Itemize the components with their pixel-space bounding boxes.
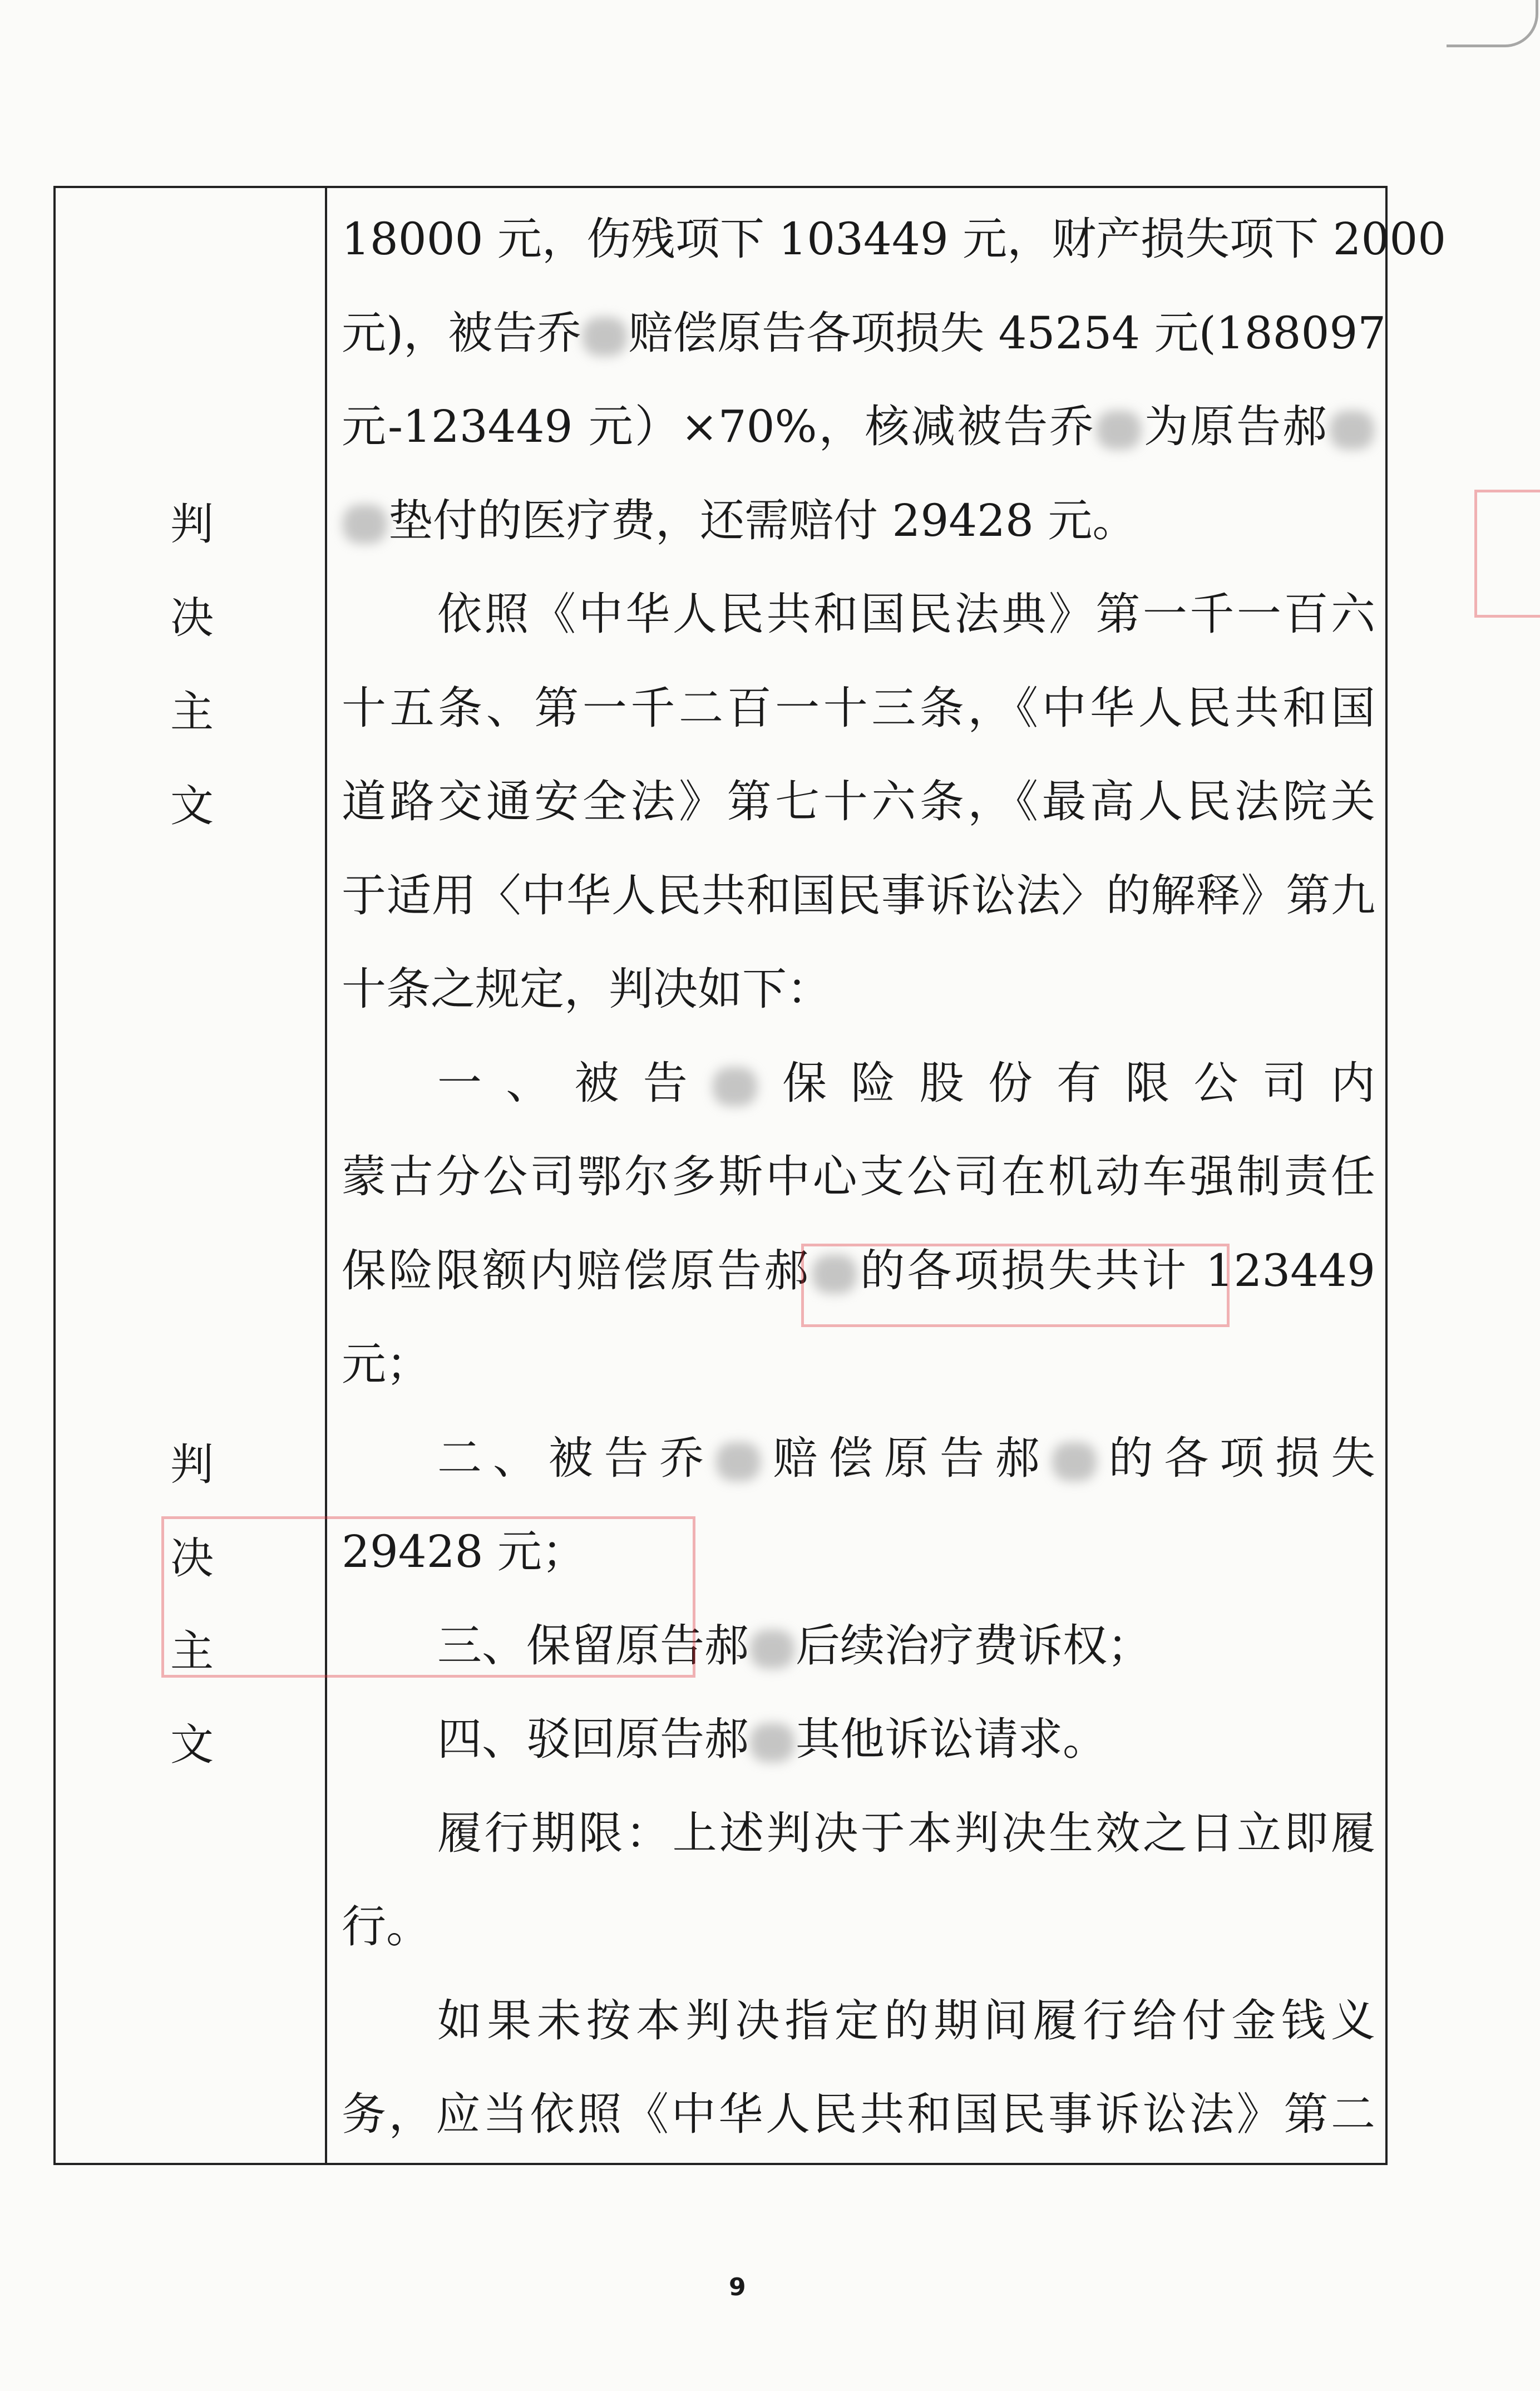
text-line — [342, 300, 1386, 367]
text-line — [342, 2081, 1375, 2148]
text-line — [437, 581, 1375, 648]
side-label-char: 主 — [170, 1626, 214, 1677]
text-segment: 三、保留原告郝 — [437, 1619, 749, 1672]
corner-handwriting-mark — [1447, 0, 1538, 47]
side-label-char: 决 — [170, 593, 214, 643]
redacted-name — [1097, 411, 1141, 450]
text-segment: 二、被告乔 — [437, 1432, 715, 1484]
text-line — [437, 1425, 1375, 1492]
text-line — [342, 393, 1375, 460]
page-number: 9 — [729, 2273, 746, 2301]
text-segment: 道路交通安全法》第七十六条，《最高人民法院关 — [342, 776, 1375, 827]
text-line — [342, 862, 1375, 929]
text-segment: 如果未按本判决指定的期间履行给付金钱义 — [437, 1994, 1375, 2047]
side-label-char: 判 — [170, 500, 214, 550]
redacted-name — [1330, 411, 1374, 450]
text-segment: 29428 元； — [342, 1526, 586, 1577]
redacted-name — [343, 505, 387, 544]
text-segment: 依照《中华人民共和国民法典》第一千一百六 — [437, 588, 1375, 640]
text-segment: 赔偿原告各项损失 45254 元(188097 — [628, 307, 1386, 359]
seal-stamp — [161, 1516, 695, 1678]
text-segment: 行。 — [342, 1901, 431, 1953]
text-segment: 其他诉讼请求。 — [796, 1713, 1107, 1765]
redacted-name — [750, 1723, 794, 1762]
redacted-name — [716, 1442, 761, 1481]
text-segment: 履行期限：上述判决于本判决生效之日立即履 — [437, 1807, 1375, 1859]
text-line — [342, 487, 1375, 554]
seal-stamp — [801, 1244, 1230, 1327]
side-label-char: 主 — [170, 687, 214, 737]
side-label-char: 判 — [170, 1440, 214, 1490]
text-segment: 蒙古分公司鄂尔多斯中心支公司在机动车强制责任 — [342, 1151, 1375, 1202]
text-segment: 垫付的医疗费，还需赔付 29428 元。 — [388, 494, 1137, 546]
text-line — [342, 1331, 1375, 1398]
side-label-char: 文 — [170, 781, 214, 831]
text-line — [342, 1143, 1375, 1210]
text-segment: 18000 元，伤残项下 103449 元，财产损失项下 2000 — [342, 213, 1447, 265]
text-segment: 的各项损失 — [1097, 1432, 1375, 1484]
text-line — [342, 1894, 1375, 1960]
text-segment: 十五条、第一千二百一十三条，《中华人民共和国 — [342, 682, 1375, 734]
text-segment: 后续治疗费诉权； — [796, 1619, 1152, 1672]
text-segment: 的各项损失共计 123449 — [857, 1244, 1375, 1296]
text-segment: 一、被告 — [437, 1057, 712, 1109]
text-segment: 四、驳回原告郝 — [437, 1713, 749, 1765]
text-line — [437, 1988, 1375, 2054]
redacted-name — [1052, 1442, 1097, 1481]
side-label-char: 决 — [170, 1534, 214, 1584]
side-label-char: 文 — [170, 1720, 214, 1770]
text-segment: 于适用〈中华人民共和国民事诉讼法〉的解释》第九 — [342, 869, 1375, 921]
redacted-name — [750, 1630, 794, 1669]
text-segment: 元； — [342, 1338, 431, 1390]
text-line — [437, 1706, 1375, 1773]
text-segment: 保险股份有限公司内 — [758, 1057, 1376, 1109]
text-line — [437, 1800, 1375, 1867]
redacted-name — [713, 1067, 757, 1106]
text-segment: 十条之规定，判决如下： — [342, 963, 831, 1015]
text-segment: 务，应当依照《中华人民共和国民事诉讼法》第二 — [342, 2088, 1375, 2140]
column-divider — [325, 186, 327, 2165]
text-line — [342, 956, 1375, 1023]
text-line — [342, 206, 1447, 273]
text-segment: 元)，被告乔 — [342, 307, 582, 359]
text-line — [437, 1050, 1375, 1117]
text-segment: 为原告郝 — [1142, 401, 1329, 452]
seal-stamp — [1474, 490, 1540, 618]
text-segment: 保险限额内赔偿原告郝 — [342, 1244, 811, 1296]
text-segment: 赔偿原告郝 — [762, 1432, 1051, 1484]
text-line — [342, 675, 1375, 742]
text-segment: 元-123449 元）×70%，核减被告乔 — [342, 401, 1096, 452]
text-line — [342, 768, 1375, 835]
redacted-name — [583, 317, 627, 356]
